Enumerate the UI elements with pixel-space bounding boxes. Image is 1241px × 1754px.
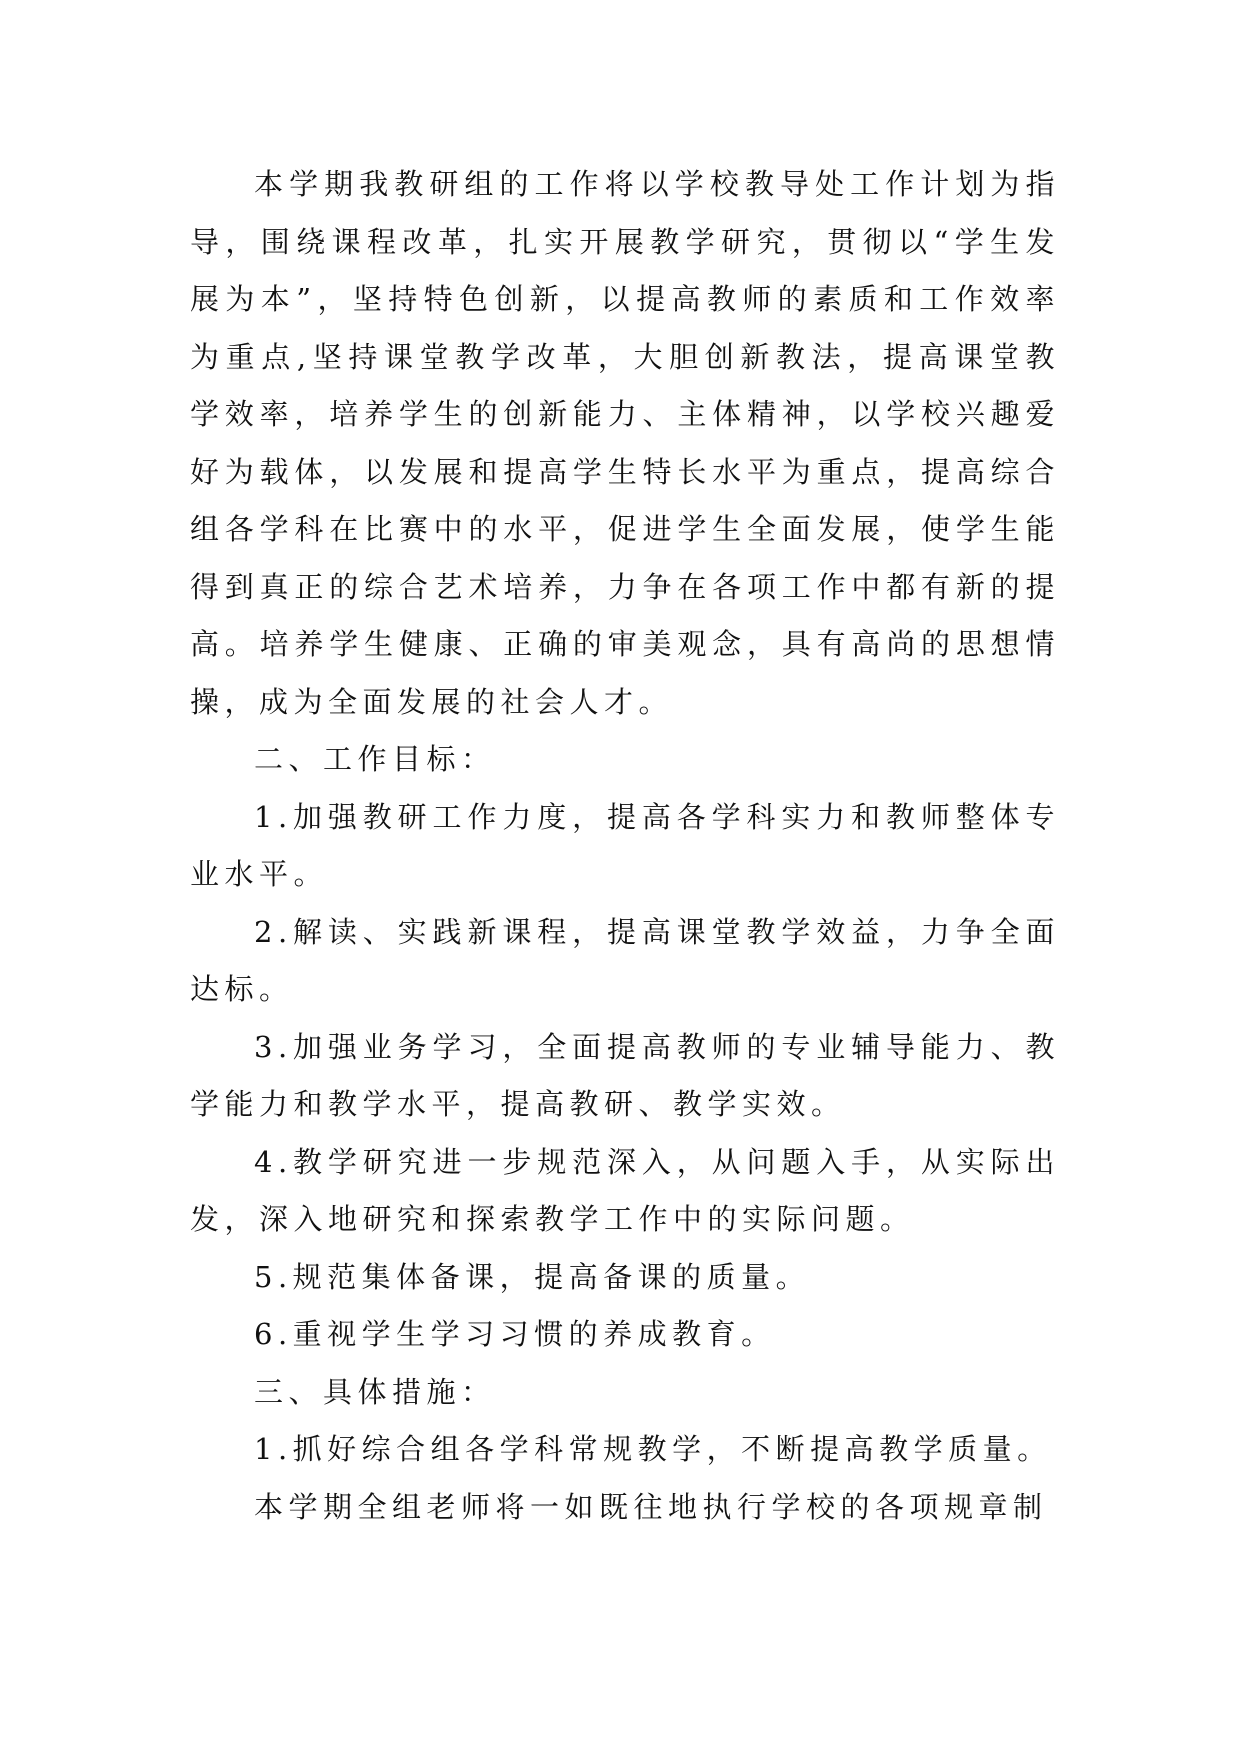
intro-paragraph: 本学期我教研组的工作将以学校教导处工作计划为指导，围绕课程改革，扎实开展教学研究，贯彻以“学生发展为本”，坚持特色创新，以提高教师的素质和工作效率为重点,坚持课堂教学改革，大胆创新教法，提高课堂教学效率，培养学生的创新能力、主体精神，以学校兴趣爱好为载体，以发展和提高学生特长水平为重点，提高综合组各学科在比赛中的水平，促进学生全面发展，使学生能得到真正的综合艺术培养，力争在各项工作中都有新的提高。培养学生健康、正确的审美观念，具有高尚的思想情操，成为全面发展的社会人才。 [190,167,1060,719]
measure-item-1: 1.抓好综合组各学科常规教学，不断提高教学质量。 [254,1432,1052,1466]
goal-item-4: 4.教学研究进一步规范深入，从问题入手，从实际出发，深入地研究和探索教学工作中的实际问题。 [190,1144,1060,1236]
goal-item-1: 1.加强教研工作力度，提高各学科实力和教师整体专业水平。 [190,799,1060,891]
goal-item-6: 6.重视学生学习习惯的养成教育。 [254,1317,776,1351]
document-page [190,156,1060,1536]
section-heading-goals: 二、工作目标： [254,742,496,776]
measure-paragraph: 本学期全组老师将一如既往地执行学校的各项规章制 [254,1489,1048,1524]
section-heading-measures: 三、具体措施： [254,1374,496,1409]
goal-item-3: 3.加强业务学习，全面提高教师的专业辅导能力、教学能力和教学水平，提高教研、教学实效。 [190,1029,1060,1121]
goal-item-2: 2.解读、实践新课程，提高课堂教学效益，力争全面达标。 [190,914,1060,1006]
goal-item-5: 5.规范集体备课，提高备课的质量。 [254,1259,811,1294]
